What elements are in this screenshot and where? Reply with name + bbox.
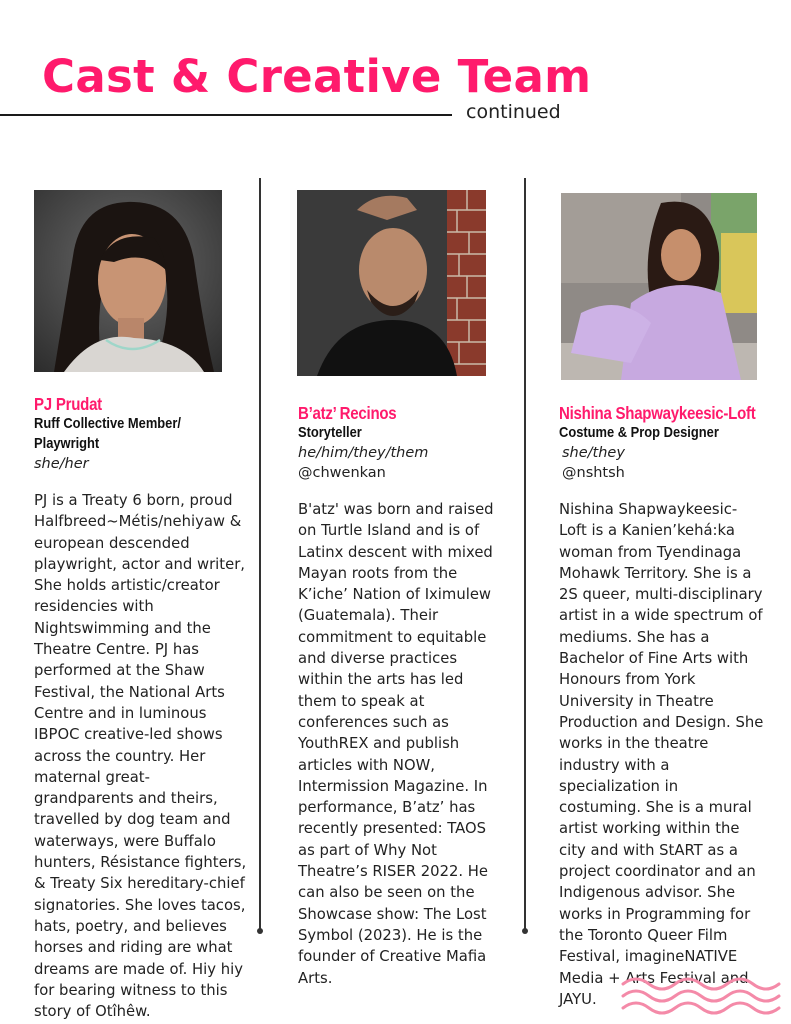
divider-dot [257, 928, 263, 934]
member-card-nishina-shapwaykeesic-loft [559, 403, 764, 1010]
member-role: Ruff Collective Member/ [34, 415, 181, 432]
column-divider-left [259, 178, 261, 931]
page-subtitle: continued [466, 101, 561, 123]
member-card-pj-prudat [34, 394, 249, 1022]
title-underline [0, 114, 452, 116]
portrait-photo-pj-prudat [34, 190, 222, 372]
member-handle[interactable]: @nshtsh [562, 465, 625, 481]
member-role: Storyteller [298, 424, 362, 441]
member-bio: B'atz' was born and raised on Turtle Island and is of Latinx descent with mixed Mayan roots from the K’iche’ Nation of Iximulew (Guatemala). Their commitment to equitable and diverse practices within the arts has led them to speak at conferences such as YouthREX and publish articles with NOW, Intermission Magazine. In performance, B’atz’ has recently presented: TAOS as part of Why Not Theatre’s RISER 2022. He can also be seen on the Showcase show: The Lost Symbol (2023). He is the founder of Creative Mafia Arts. [298, 501, 494, 987]
column-divider-right [524, 178, 526, 931]
member-pronouns: he/him/they/them [298, 445, 429, 461]
member-bio: Nishina Shapwaykeesic-Loft is a Kanien’kehá:ka woman from Tyendinaga Mohawk Territory. She is a 2S queer, multi-disciplinary artist in a wide spectrum of mediums. She has a Bachelor of Fine Arts with Honours from York University in Theatre Production and Design. She works in the theatre industry with a specialization in costuming. She is a mural artist working within the city and with StART as a project coordinator and an Indigenous advisor. She works in Programming for the Toronto Queer Film Festival, imagineNATIVE Media + Arts Festival and JAYU. [559, 501, 764, 1008]
portrait-photo-nishina-shapwaykeesic-loft [561, 193, 757, 380]
member-role: Playwright [34, 435, 100, 452]
portrait-photo-batz-recinos [297, 190, 486, 376]
member-name: Nishina Shapwaykeesic-Loft [559, 403, 756, 423]
member-role: Costume & Prop Designer [559, 424, 719, 441]
divider-dot [522, 928, 528, 934]
member-pronouns: she/they [562, 445, 625, 461]
portrait-illustration [561, 193, 757, 380]
member-name: B’atz’ Recinos [298, 403, 397, 423]
member-bio: PJ is a Treaty 6 born, proud Halfbreed~Métis/nehiyaw & european descended playwright, actor and writer, She holds artistic/creator residencies with Nightswimming and the Theatre Centre. PJ has performed at the Shaw Festival, the National Arts Centre and in luminous IBPOC creative-led shows across the country. Her maternal great-grandparents and theirs, travelled by dog team and waterways, were Buffalo hunters, Résistance fighters, & Treaty Six hereditary-chief signatories. She loves tacos, hats, poetry, and believes horses and riding are what dreams are made of. Hiy hiy for bearing witness to this story of Otîhêw. [34, 492, 247, 1021]
member-pronouns: she/her [34, 456, 89, 472]
member-handle[interactable]: @chwenkan [298, 465, 386, 481]
portrait-illustration [34, 190, 222, 372]
portrait-illustration [297, 190, 486, 376]
member-card-batz-recinos [298, 403, 498, 989]
member-name: PJ Prudat [34, 394, 102, 414]
page-title: Cast & Creative Team [42, 50, 592, 103]
decorative-wave-icon [618, 966, 788, 1018]
